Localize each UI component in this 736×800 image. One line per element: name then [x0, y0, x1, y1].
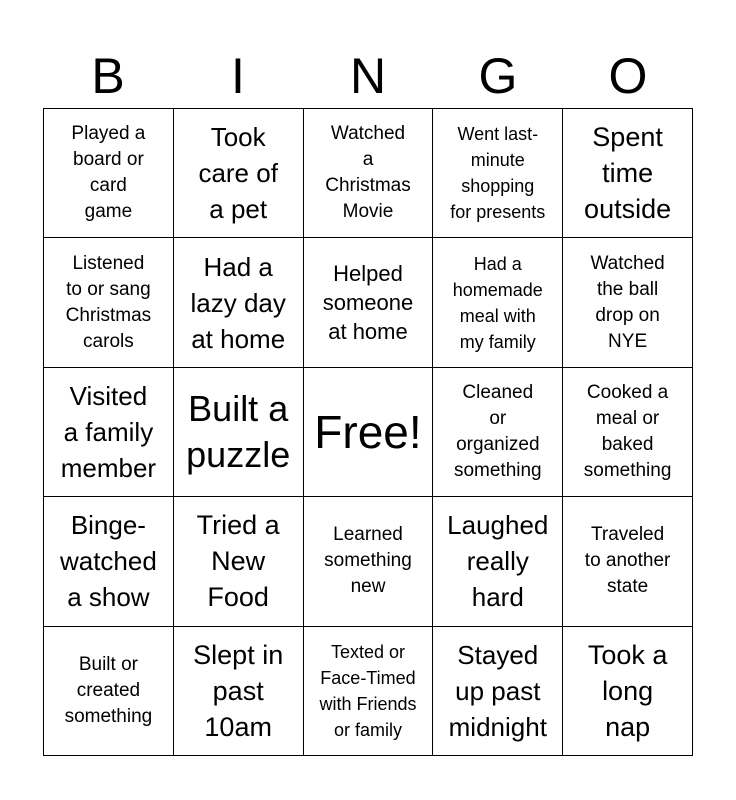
bingo-cell-r5-c3[interactable]: [304, 627, 434, 756]
bingo-cell-free[interactable]: [304, 368, 434, 497]
bingo-cell-r5-c5[interactable]: [563, 627, 693, 756]
cell-label: Watched a Christmas Movie: [325, 123, 411, 223]
bingo-cell-r4-c3[interactable]: [304, 497, 434, 626]
bingo-cell-r4-c1[interactable]: [44, 497, 174, 626]
cell-label: Built or created something: [64, 653, 153, 727]
cell-label: Built a puzzle: [186, 387, 291, 475]
cell-label: Traveled to another state: [584, 524, 671, 598]
cell-label: Visited a family member: [60, 380, 157, 483]
header-letter-o: O: [608, 48, 648, 104]
cell-label: Took care of a pet: [198, 122, 278, 225]
bingo-cell-r3-c5[interactable]: [563, 368, 693, 497]
cell-label: Learned something new: [324, 524, 412, 598]
bingo-cell-r1-c5[interactable]: [563, 109, 693, 238]
cell-label: Played a board or card game: [71, 123, 146, 223]
bingo-cell-r2-c2[interactable]: [174, 238, 304, 367]
bingo-cell-r2-c5[interactable]: [563, 238, 693, 367]
header-letter-g: G: [478, 48, 518, 104]
header-letter-b: B: [91, 48, 125, 104]
cell-label: Had a lazy day at home: [190, 251, 286, 354]
cell-label: Laughed really hard: [447, 510, 549, 613]
cell-label: Tried a New Food: [196, 510, 280, 613]
cell-label: Helped someone at home: [322, 261, 414, 345]
bingo-cell-r4-c5[interactable]: [563, 497, 693, 626]
bingo-cell-r5-c1[interactable]: [44, 627, 174, 756]
bingo-cell-r2-c1[interactable]: [44, 238, 174, 367]
cell-label: Slept in past 10am: [193, 639, 284, 742]
bingo-cell-r1-c1[interactable]: [44, 109, 174, 238]
bingo-header: [43, 44, 693, 108]
bingo-cell-r1-c2[interactable]: [174, 109, 304, 238]
cell-label: Cooked a meal or baked something: [583, 381, 672, 481]
bingo-cell-r5-c4[interactable]: [433, 627, 563, 756]
cell-label: Texted or Face-Timed with Friends or family: [319, 641, 417, 740]
cell-label: Stayed up past midnight: [448, 639, 547, 742]
bingo-cell-r4-c2[interactable]: [174, 497, 304, 626]
bingo-cell-r5-c2[interactable]: [174, 627, 304, 756]
bingo-cell-r3-c1[interactable]: [44, 368, 174, 497]
bingo-cell-r3-c2[interactable]: [174, 368, 304, 497]
header-letter-n: N: [349, 48, 387, 104]
bingo-cell-r1-c4[interactable]: [433, 109, 563, 238]
bingo-cell-r4-c4[interactable]: [433, 497, 563, 626]
bingo-cell-r1-c3[interactable]: [304, 109, 434, 238]
bingo-cell-r2-c4[interactable]: [433, 238, 563, 367]
cell-label: Cleaned or organized something: [453, 381, 542, 481]
cell-label: Spent time outside: [584, 122, 672, 225]
cell-label: Binge- watched a show: [59, 510, 157, 613]
bingo-cell-r2-c3[interactable]: [304, 238, 434, 367]
cell-label: Had a homemade meal with my family: [452, 253, 543, 352]
cell-label: Went last- minute shopping for presents: [450, 124, 546, 223]
free-space-label: Free!: [314, 405, 422, 458]
cell-label: Watched the ball drop on NYE: [590, 252, 665, 352]
cell-label: Listened to or sang Christmas carols: [65, 252, 152, 352]
bingo-board: [43, 108, 693, 756]
header-letter-i: I: [231, 48, 245, 104]
cell-label: Took a long nap: [587, 639, 668, 742]
bingo-cell-r3-c4[interactable]: [433, 368, 563, 497]
